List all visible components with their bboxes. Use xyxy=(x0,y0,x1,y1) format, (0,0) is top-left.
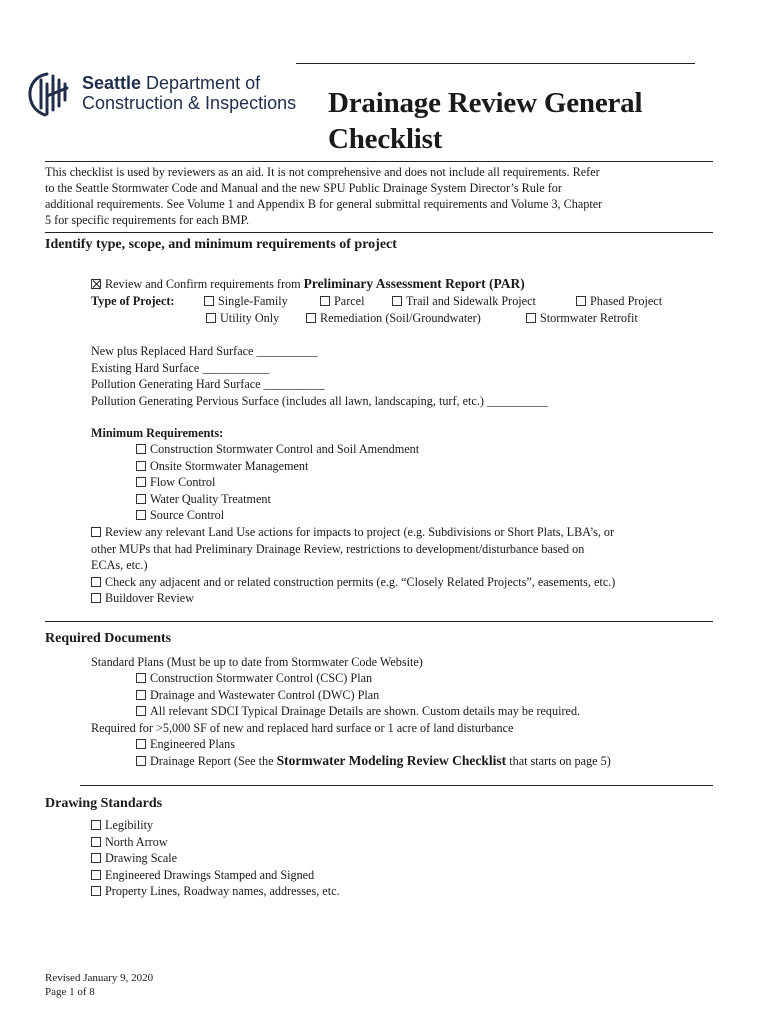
min-req-label-text: Onsite Stormwater Management xyxy=(150,458,309,473)
plan-item xyxy=(136,687,580,704)
project-type-label: Remediation (Soil/Groundwater) xyxy=(320,311,481,325)
project-type-label: Trail and Sidewalk Project xyxy=(406,294,536,308)
drawing-standard-label: North Arrow xyxy=(105,834,168,849)
drawing-standard-item xyxy=(91,850,340,867)
drainage-report-prefix: Drainage Report (See the xyxy=(150,754,277,768)
drainage-report-checkbox[interactable] xyxy=(136,756,146,766)
drawing-standard-item xyxy=(91,867,340,884)
min-req-checkbox[interactable] xyxy=(136,461,146,471)
plan-checkbox[interactable] xyxy=(136,673,146,683)
min-req-item xyxy=(136,458,419,475)
drawing-standard-item xyxy=(91,883,340,900)
plan-item xyxy=(136,703,580,720)
min-req-list xyxy=(136,441,419,524)
section1-bottom-rule xyxy=(45,621,713,622)
min-req-checkbox[interactable] xyxy=(136,477,146,487)
seattle-logo-icon xyxy=(27,70,73,118)
land-use-checkbox[interactable] xyxy=(91,527,101,537)
title-bottom-rule xyxy=(45,161,713,162)
land-use-text-cont: ECAs, etc.) xyxy=(91,558,148,572)
drainage-report-suffix: that starts on page 5) xyxy=(506,754,611,768)
par-label: Review and Confirm requirements from xyxy=(105,277,304,291)
plan-item xyxy=(136,670,580,687)
logo-org-bold: Seattle xyxy=(82,73,142,93)
adjacent-permits-text: Check any adjacent and or related construction permits (e.g. “Closely Related Projects”, easements, etc.) xyxy=(105,574,616,589)
intro-line: to the Seattle Stormwater Code and Manual and the new SPU Public Drainage System Director’s Rule for xyxy=(45,181,562,195)
min-req-checkbox[interactable] xyxy=(136,510,146,520)
intro-paragraph xyxy=(45,164,602,228)
section-heading-required-documents: Required Documents xyxy=(45,631,172,646)
logo-org-rest: Department of xyxy=(141,73,261,93)
min-req-item xyxy=(136,474,419,491)
min-req-label-text: Source Control xyxy=(150,508,225,522)
plan-label: Construction Stormwater Control (CSC) Plan xyxy=(150,671,373,685)
project-type-checkbox[interactable] xyxy=(204,296,214,306)
project-type-checkbox[interactable] xyxy=(320,296,330,306)
drainage-report-item xyxy=(136,753,611,770)
plan-label: Drainage and Wastewater Control (DWC) Plan xyxy=(150,687,380,702)
par-checkbox[interactable] xyxy=(91,279,101,289)
buildover-text: Buildover Review xyxy=(105,591,195,605)
engineered-list xyxy=(136,736,611,770)
plans-list xyxy=(136,670,580,720)
project-type-checkbox[interactable] xyxy=(206,313,216,323)
drawing-standard-checkbox[interactable] xyxy=(91,870,101,880)
surface-field[interactable]: Pollution Generating Pervious Surface (includes all lawn, landscaping, turf, etc.) __________ xyxy=(91,393,548,408)
engineered-plans-label: Engineered Plans xyxy=(150,737,235,751)
land-use-text-cont: other MUPs that had Preliminary Drainage Review, restrictions to development/disturbance based on xyxy=(91,541,585,556)
engineered-plans-item xyxy=(136,736,611,753)
section-heading-scope: Identify type, scope, and minimum requirements of project xyxy=(45,237,397,252)
drawing-standard-label: Property Lines, Roadway names, addresses, etc. xyxy=(105,884,340,898)
intro-line: additional requirements. See Volume 1 and Appendix B for general submittal requirements and Volume 3, Chapter xyxy=(45,197,603,211)
drawing-standards-list xyxy=(91,817,340,900)
min-req-item xyxy=(136,441,419,458)
min-req-label: Minimum Requirements: xyxy=(91,426,224,440)
project-type-option xyxy=(204,293,288,309)
page-footer xyxy=(45,971,153,999)
drawing-standard-label: Legibility xyxy=(105,818,154,832)
project-type-label: Single-Family xyxy=(218,294,288,308)
par-label-bold: Preliminary Assessment Report (PAR) xyxy=(303,276,525,291)
project-type-option xyxy=(526,310,638,326)
surface-field[interactable]: Pollution Generating Hard Surface __________ xyxy=(91,377,325,391)
drawing-standard-item xyxy=(91,834,340,851)
drawing-standard-checkbox[interactable] xyxy=(91,886,101,896)
modeling-checklist-link[interactable]: Stormwater Modeling Review Checklist xyxy=(276,753,507,768)
standard-plans-label: Standard Plans (Must be up to date from Stormwater Code Website) xyxy=(91,655,423,669)
plan-checkbox[interactable] xyxy=(136,706,146,716)
project-type-option xyxy=(206,310,279,326)
plan-label: All relevant SDCI Typical Drainage Details are shown. Custom details may be required. xyxy=(150,704,581,718)
par-checkbox-row xyxy=(91,276,525,292)
intro-bottom-rule xyxy=(45,232,713,233)
review-items xyxy=(91,524,615,607)
project-type-option xyxy=(392,293,536,309)
project-type-option xyxy=(320,293,364,309)
sdci-logo xyxy=(27,70,302,120)
min-req-item xyxy=(136,507,419,524)
type-of-project-label: Type of Project: xyxy=(91,294,175,308)
intro-line: This checklist is used by reviewers as an aid. It is not comprehensive and does not include all requirements. Refer xyxy=(45,165,600,179)
surface-field[interactable]: Existing Hard Surface ___________ xyxy=(91,360,270,375)
engineered-plans-checkbox[interactable] xyxy=(136,739,146,749)
drawing-standard-label: Engineered Drawings Stamped and Signed xyxy=(105,867,315,882)
drawing-standard-label: Drawing Scale xyxy=(105,851,178,865)
land-use-text: Review any relevant Land Use actions for impacts to project (e.g. Subdivisions or Short Plats, LBA’s, or xyxy=(105,525,615,539)
adjacent-permits-checkbox[interactable] xyxy=(91,577,101,587)
page-number: Page 1 of 8 xyxy=(45,986,95,998)
page-title xyxy=(328,85,642,157)
drawing-standard-checkbox[interactable] xyxy=(91,853,101,863)
drawing-standard-item xyxy=(91,817,340,834)
project-type-label: Stormwater Retrofit xyxy=(540,311,638,325)
drawing-standard-checkbox[interactable] xyxy=(91,820,101,830)
project-type-checkbox[interactable] xyxy=(306,313,316,323)
drawing-standard-checkbox[interactable] xyxy=(91,837,101,847)
section-heading-drawing-standards: Drawing Standards xyxy=(45,796,163,811)
min-req-item xyxy=(136,491,419,508)
project-type-label: Parcel xyxy=(334,294,365,308)
surface-field[interactable]: New plus Replaced Hard Surface __________ xyxy=(91,344,318,358)
project-type-option xyxy=(306,310,481,326)
logo-org-name xyxy=(82,73,260,93)
buildover-item xyxy=(91,590,615,607)
title-top-rule xyxy=(296,63,695,64)
project-type-checkbox[interactable] xyxy=(576,296,586,306)
project-type-checkbox[interactable] xyxy=(392,296,402,306)
min-req-label-text: Flow Control xyxy=(150,475,216,489)
land-use-item xyxy=(91,524,615,541)
title-line-1: Drainage Review General xyxy=(328,87,643,119)
plan-checkbox[interactable] xyxy=(136,690,146,700)
section2-bottom-rule xyxy=(80,785,713,786)
project-type-label: Phased Project xyxy=(590,294,663,308)
title-line-2: Checklist xyxy=(328,123,443,155)
buildover-checkbox[interactable] xyxy=(91,593,101,603)
min-req-label-text: Water Quality Treatment xyxy=(150,491,271,506)
required-for-label: Required for >5,000 SF of new and replaced hard surface or 1 acre of land disturbance xyxy=(91,721,514,735)
revised-date: Revised January 9, 2020 xyxy=(45,972,154,984)
intro-line: 5 for specific requirements for each BMP. xyxy=(45,213,250,227)
project-type-option xyxy=(576,293,662,309)
project-type-label: Utility Only xyxy=(220,311,280,325)
adjacent-permits-item xyxy=(91,574,615,591)
min-req-checkbox[interactable] xyxy=(136,444,146,454)
surface-fields xyxy=(91,343,548,409)
logo-org-line2: Construction & Inspections xyxy=(82,93,297,113)
project-type-checkbox[interactable] xyxy=(526,313,536,323)
min-req-checkbox[interactable] xyxy=(136,494,146,504)
min-req-label-text: Construction Stormwater Control and Soil Amendment xyxy=(150,442,420,456)
